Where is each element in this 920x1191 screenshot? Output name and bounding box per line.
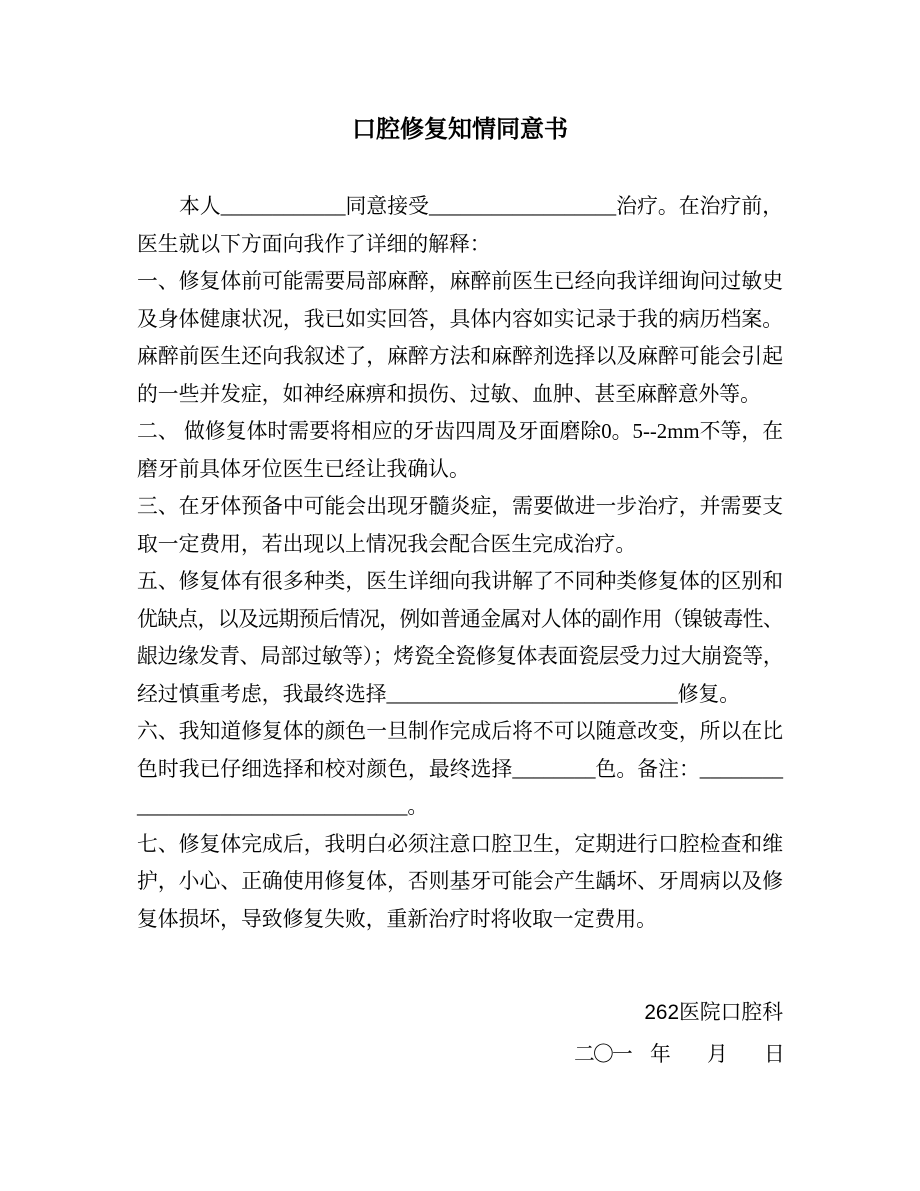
paragraph-line: 复体损坏，导致修复失败，重新治疗时将收取一定费用。	[137, 907, 657, 931]
paragraph-line: __________________________。	[137, 795, 429, 818]
paragraph-line: 的一些并发症，如神经麻痹和损伤、过敏、血肿、甚至麻醉意外等。	[137, 382, 761, 406]
paragraph-line: 七、修复体完成后，我明白必须注意口腔卫生，定期进行口腔检查和维	[137, 832, 783, 856]
paragraph-line: 护，小心、正确使用修复体，否则基牙可能会产生龋坏、牙周病以及修	[137, 870, 783, 893]
clause-1-anesthesia	[137, 263, 783, 413]
paragraph-line: 经过慎重考虑，我最终选择____________________________修复。	[137, 682, 741, 706]
paragraph-line: 色时我已仔细选择和校对颜色，最终选择________色。备注：________	[137, 757, 783, 781]
clause-7-maintenance	[137, 826, 783, 939]
clause-3-pulpitis	[137, 488, 783, 563]
document-body	[137, 188, 783, 938]
intro-paragraph	[137, 188, 783, 263]
paragraph-line: 本人____________同意接受__________________治疗。在治疗前，	[179, 195, 783, 218]
clause-5-restoration-choice	[137, 563, 783, 713]
signature-date: 二〇一 年 月 日	[574, 1043, 783, 1066]
paragraph-line: 六、我知道修复体的颜色一旦制作完成后将不可以随意改变，所以在比	[137, 720, 783, 743]
paragraph-line: 及身体健康状况，我已如实回答，具体内容如实记录于我的病历档案。	[137, 307, 783, 331]
paragraph-line: 三、在牙体预备中可能会出现牙髓炎症，需要做进一步治疗，并需要支	[137, 495, 783, 518]
paragraph-line: 医生就以下方面向我作了详细的解释：	[137, 232, 491, 256]
paragraph-line: 二、 做修复体时需要将相应的牙齿四周及牙面磨除0。5--2mm不等，在	[137, 420, 783, 443]
signature-department: 262医院口腔科	[644, 1001, 783, 1024]
paragraph-line: 一、修复体前可能需要局部麻醉，麻醉前医生已经向我详细询问过敏史	[137, 270, 783, 293]
paragraph-line: 优缺点，以及远期预后情况，例如普通金属对人体的副作用（镍铍毒性、	[137, 607, 783, 631]
paragraph-line: 麻醉前医生还向我叙述了，麻醉方法和麻醉剂选择以及麻醉可能会引起	[137, 345, 783, 368]
clause-6-shade-selection	[137, 713, 783, 826]
document-title: 口腔修复知情同意书	[352, 117, 568, 143]
paragraph-line: 磨牙前具体牙位医生已经让我确认。	[137, 457, 470, 481]
paragraph-line: 五、修复体有很多种类，医生详细向我讲解了不同种类修复体的区别和	[137, 570, 783, 593]
paragraph-line: 龈边缘发青、局部过敏等）；烤瓷全瓷修复体表面瓷层受力过大崩瓷等，	[137, 645, 783, 668]
paragraph-line: 取一定费用，若出现以上情况我会配合医生完成治疗。	[137, 532, 637, 556]
clause-2-tooth-preparation	[137, 413, 783, 488]
